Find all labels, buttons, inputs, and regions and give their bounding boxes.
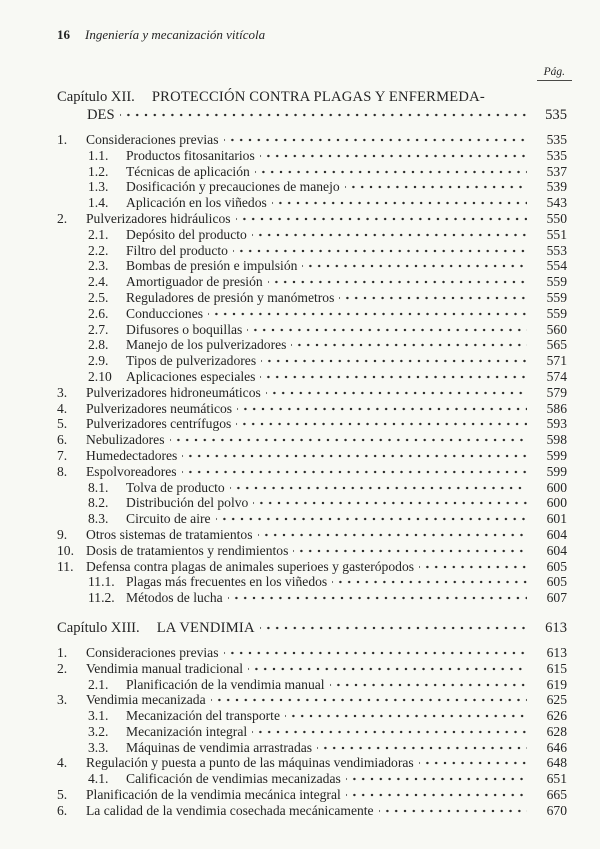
toc-entry (57, 211, 567, 227)
entry-title: Tolva de producto (126, 479, 225, 495)
entry-number: 2.2. (88, 242, 109, 258)
entry-number: 1.3. (88, 179, 109, 195)
page-column-label: Pág. (537, 66, 572, 81)
dot-leader (255, 166, 527, 176)
entry-title: Pulverizadores neumáticos (86, 400, 233, 416)
entry-page-number: 599 (546, 463, 567, 479)
entry-number: 4. (57, 755, 68, 771)
dot-leader (208, 308, 527, 318)
entry-title: Pulverizadores hidráulicos (86, 210, 231, 226)
running-header (57, 27, 567, 42)
entry-title: Pulverizadores hidroneumáticos (86, 384, 261, 400)
chapter-entries (57, 645, 567, 819)
entry-number: 3.3. (88, 739, 109, 755)
entry-number: 2.1. (88, 226, 109, 242)
entry-number: 9. (57, 526, 68, 542)
entry-page-number: 553 (546, 242, 567, 258)
toc-entry (57, 559, 567, 575)
entry-title: Vendimia manual tradicional (86, 660, 244, 676)
entry-page-number: 593 (546, 416, 567, 432)
dot-leader (330, 679, 527, 689)
entry-page-number: 646 (546, 739, 567, 755)
toc-entry (88, 724, 567, 740)
page-column-header (537, 62, 572, 81)
dot-leader (345, 181, 527, 191)
entry-title: Espolvoreadores (86, 463, 177, 479)
dot-leader (236, 213, 527, 223)
entry-title: Conducciones (126, 305, 204, 321)
entry-number: 2.7. (88, 321, 109, 337)
toc-entry (57, 543, 567, 559)
entry-page-number: 598 (546, 432, 567, 448)
entry-title: Distribución del polvo (126, 495, 249, 511)
entry-number: 8.1. (88, 479, 109, 495)
toc-entry (57, 448, 567, 464)
chapter-title: PROTECCIÓN CONTRA PLAGAS Y ENFERMEDA- (151, 89, 485, 105)
chapter-page-number: 613 (545, 619, 567, 636)
entry-number: 5. (57, 787, 68, 803)
entry-number: 3. (57, 692, 68, 708)
toc-entry (57, 416, 567, 432)
toc-entry (57, 464, 567, 480)
entry-page-number: 607 (546, 590, 567, 606)
entry-title: Otros sistemas de tratamientos (86, 526, 253, 542)
dot-leader (332, 576, 527, 586)
table-of-contents (57, 88, 567, 819)
entry-page-number: 539 (546, 179, 567, 195)
dot-leader (230, 482, 527, 492)
entry-title: Reguladores de presión y manómetros (126, 289, 335, 305)
toc-entry (57, 787, 567, 803)
toc-entry (57, 432, 567, 448)
chapter-block (57, 619, 567, 819)
toc-entry (88, 480, 567, 496)
chapter-page-number: 535 (545, 107, 567, 123)
entry-number: 8.2. (88, 495, 109, 511)
dot-leader (266, 387, 527, 397)
dot-leader (346, 773, 527, 783)
entry-title: Tipos de pulverizadores (126, 353, 257, 369)
chapter-heading-continuation (57, 106, 567, 124)
dot-leader (248, 663, 527, 673)
entry-number: 10. (57, 542, 74, 558)
dot-leader (346, 789, 527, 799)
dot-leader (224, 134, 528, 144)
toc-entry (57, 132, 567, 148)
toc-entry (57, 661, 567, 677)
toc-entry (57, 385, 567, 401)
toc-entry (88, 195, 567, 211)
entry-title: Regulación y puesta a punto de las máquinas vendimiadoras (86, 755, 414, 771)
entry-number: 1. (57, 132, 68, 147)
dot-leader (120, 109, 527, 119)
toc-entry (88, 771, 567, 787)
entry-page-number: 605 (546, 574, 567, 590)
entry-title: Máquinas de vendimia arrastradas (126, 739, 313, 755)
entry-number: 4. (57, 400, 68, 416)
entry-number: 5. (57, 416, 68, 432)
entry-page-number: 565 (546, 337, 567, 353)
entry-page-number: 604 (546, 542, 567, 558)
entry-number: 2.8. (88, 337, 109, 353)
entry-number: 6. (57, 802, 68, 818)
dot-leader (216, 513, 527, 523)
entry-title: Dosis de tratamientos y rendimientos (86, 542, 289, 558)
dot-leader (339, 292, 527, 302)
entry-title: Métodos de lucha (126, 590, 223, 606)
dot-leader (419, 757, 527, 767)
dot-leader (237, 403, 527, 413)
entry-title: Humedectadores (86, 447, 178, 463)
entry-title: La calidad de la vendimia cosechada mecánicamente (86, 802, 374, 818)
toc-entry (88, 227, 567, 243)
dot-leader (317, 742, 527, 752)
entry-page-number: 559 (546, 289, 567, 305)
toc-entry (88, 306, 567, 322)
dot-leader (247, 324, 527, 334)
dot-leader (260, 622, 527, 632)
dot-leader (258, 529, 528, 539)
entry-page-number: 559 (546, 305, 567, 321)
entry-title: Vendimia mecanizada (86, 692, 206, 708)
dot-leader (253, 497, 527, 507)
dot-leader (211, 694, 527, 704)
toc-entry (57, 527, 567, 543)
entry-title: Mecanización del transporte (126, 708, 280, 724)
entry-title: Productos fitosanitarios (126, 147, 255, 163)
entry-number: 2.3. (88, 258, 109, 274)
entry-page-number: 626 (546, 708, 567, 724)
entry-title: Manejo de los pulverizadores (126, 337, 287, 353)
entry-number: 8.3. (88, 511, 109, 527)
toc-entry (88, 590, 567, 606)
dot-leader (379, 805, 527, 815)
entry-page-number: 551 (546, 226, 567, 242)
toc-entry (88, 258, 567, 274)
toc-entry (88, 179, 567, 195)
entry-number: 8. (57, 463, 68, 479)
dot-leader (252, 229, 527, 239)
entry-title: Amortiguador de presión (126, 274, 263, 290)
entry-title: Bombas de presión e impulsión (126, 258, 298, 274)
entry-title: Difusores o boquillas (126, 321, 243, 337)
dot-leader (260, 150, 527, 160)
chapter-label: Capítulo XII. (57, 89, 135, 105)
entry-number: 2.10 (88, 368, 112, 384)
entry-title: Técnicas de aplicación (126, 163, 250, 179)
entry-title: Nebulizadores (86, 432, 165, 448)
entry-page-number: 535 (546, 132, 567, 147)
entry-number: 2.5. (88, 289, 109, 305)
chapter-entries (57, 132, 567, 606)
entry-number: 11.2. (88, 590, 115, 606)
entry-page-number: 651 (546, 771, 567, 787)
dot-leader (261, 355, 527, 365)
toc-entry (88, 337, 567, 353)
entry-page-number: 605 (546, 558, 567, 574)
entry-number: 2.1. (88, 676, 109, 692)
entry-number: 1. (57, 644, 68, 660)
dot-leader (293, 545, 527, 555)
entry-page-number: 586 (546, 400, 567, 416)
entry-number: 2.6. (88, 305, 109, 321)
entry-page-number: 535 (546, 147, 567, 163)
entry-title: Circuito de aire (126, 511, 211, 527)
entry-number: 1.4. (88, 195, 109, 211)
entry-page-number: 543 (546, 195, 567, 211)
toc-entry (88, 511, 567, 527)
entry-page-number: 665 (546, 787, 567, 803)
dot-leader (268, 276, 527, 286)
entry-page-number: 648 (546, 755, 567, 771)
entry-title: Plagas más frecuentes en los viñedos (126, 574, 328, 590)
dot-leader (233, 245, 527, 255)
entry-number: 2. (57, 210, 68, 226)
entry-number: 6. (57, 432, 68, 448)
toc-entry (88, 148, 567, 164)
toc-entry (88, 495, 567, 511)
entry-title: Planificación de la vendimia manual (126, 676, 325, 692)
entry-number: 2.9. (88, 353, 109, 369)
entry-title: Defensa contra plagas de animales superioes y gasterópodos (86, 558, 415, 574)
toc-entry (57, 401, 567, 417)
chapter-heading (57, 619, 567, 637)
dot-leader (252, 726, 527, 736)
entry-page-number: 571 (546, 353, 567, 369)
entry-title: Depósito del producto (126, 226, 247, 242)
entry-number: 11. (57, 558, 74, 574)
entry-page-number: 670 (546, 802, 567, 818)
dot-leader (302, 260, 527, 270)
entry-page-number: 579 (546, 384, 567, 400)
toc-entry (88, 708, 567, 724)
entry-page-number: 604 (546, 526, 567, 542)
entry-number: 2. (57, 660, 68, 676)
entry-number: 7. (57, 447, 68, 463)
entry-page-number: 554 (546, 258, 567, 274)
entry-number: 3.1. (88, 708, 109, 724)
toc-entry (57, 645, 567, 661)
entry-number: 2.4. (88, 274, 109, 290)
dot-leader (170, 434, 527, 444)
dot-leader (272, 197, 527, 207)
toc-entry (88, 322, 567, 338)
entry-page-number: 613 (546, 644, 567, 660)
entry-page-number: 574 (546, 368, 567, 384)
entry-number: 1.1. (88, 147, 109, 163)
entry-title: Aplicación en los viñedos (126, 195, 267, 211)
toc-entry (57, 692, 567, 708)
entry-page-number: 615 (546, 660, 567, 676)
entry-page-number: 619 (546, 676, 567, 692)
entry-number: 4.1. (88, 771, 109, 787)
dot-leader (224, 647, 528, 657)
toc-entry (57, 803, 567, 819)
dot-leader (419, 561, 527, 571)
toc-entry (88, 353, 567, 369)
entry-page-number: 550 (546, 210, 567, 226)
toc-entry (88, 574, 567, 590)
entry-number: 11.1. (88, 574, 115, 590)
chapter-heading (57, 88, 567, 106)
entry-title: Calificación de vendimias mecanizadas (126, 771, 341, 787)
chapter-block (57, 88, 567, 606)
entry-title: Aplicaciones especiales (126, 368, 256, 384)
entry-page-number: 559 (546, 274, 567, 290)
entry-page-number: 628 (546, 723, 567, 739)
entry-page-number: 560 (546, 321, 567, 337)
entry-page-number: 599 (546, 447, 567, 463)
entry-number: 1.2. (88, 163, 109, 179)
chapter-title: LA VENDIMIA (156, 619, 255, 636)
entry-page-number: 601 (546, 511, 567, 527)
entry-page-number: 537 (546, 163, 567, 179)
entry-title: Dosificación y precauciones de manejo (126, 179, 340, 195)
dot-leader (291, 339, 527, 349)
dot-leader (236, 418, 527, 428)
toc-entry (88, 677, 567, 693)
book-page-number: 16 (57, 27, 70, 42)
entry-page-number: 600 (546, 495, 567, 511)
dot-leader (182, 466, 527, 476)
running-title: Ingeniería y mecanización vitícola (85, 27, 266, 42)
toc-entry (88, 164, 567, 180)
chapter-label: Capítulo XIII. (57, 619, 140, 636)
toc-entry (88, 740, 567, 756)
toc-entry (57, 755, 567, 771)
toc-entry (88, 243, 567, 259)
toc-entry (88, 369, 567, 385)
entry-title: Consideraciones previas (86, 644, 219, 660)
entry-page-number: 600 (546, 479, 567, 495)
dot-leader (228, 592, 527, 602)
entry-title: Pulverizadores centrífugos (86, 416, 232, 432)
entry-title: Filtro del producto (126, 242, 228, 258)
entry-title: Mecanización integral (126, 723, 248, 739)
entry-page-number: 625 (546, 692, 567, 708)
entry-number: 3.2. (88, 723, 109, 739)
dot-leader (285, 710, 527, 720)
entry-title: Planificación de la vendimia mecánica integral (86, 787, 341, 803)
toc-entry (88, 290, 567, 306)
toc-entry (88, 274, 567, 290)
entry-title: Consideraciones previas (86, 132, 219, 147)
chapter-title-continuation: DES (87, 107, 115, 123)
entry-number: 3. (57, 384, 68, 400)
dot-leader (182, 450, 527, 460)
dot-leader (260, 371, 527, 381)
